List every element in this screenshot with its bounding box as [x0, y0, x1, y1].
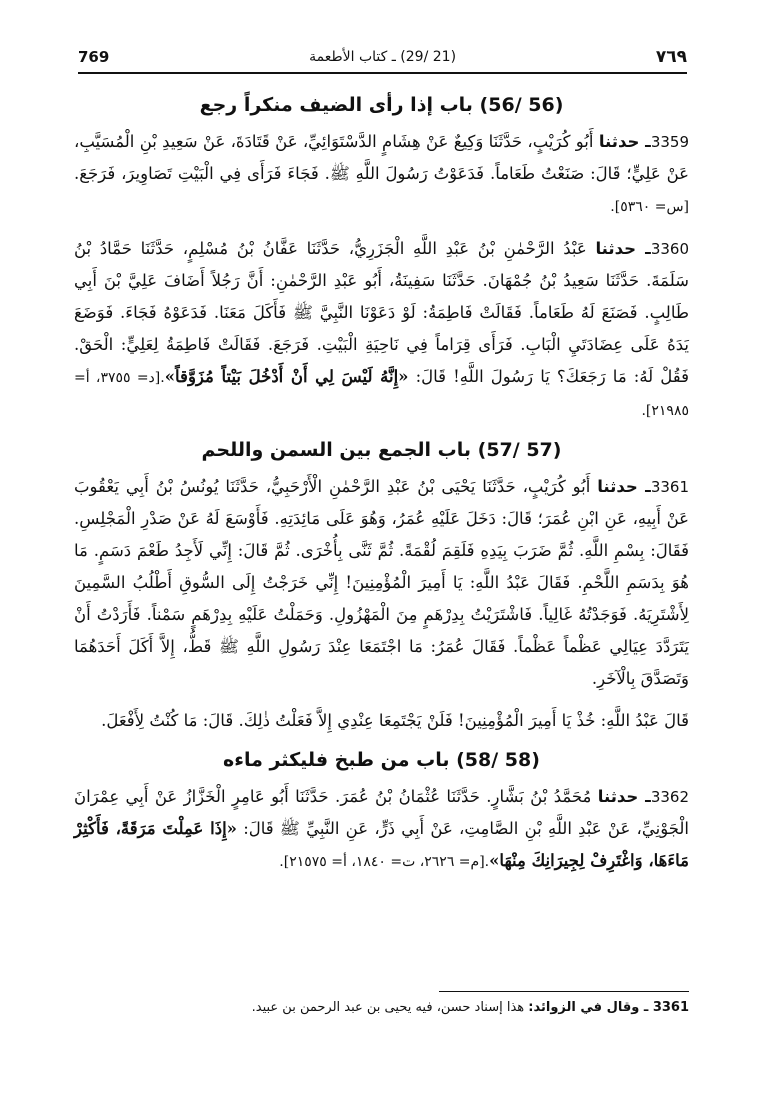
hadith-text: قَالَ عَبْدُ اللَّهِ: خُذْ يَا أَمِيرَ الْمُؤْمِنِينَ! فَلَنْ يَجْتَمِعَا عِنْدِي إِلاَّ فَعَلْتُ ذٰلِكَ. قَالَ: مَا كُنْتُ لِأَفْعَلَ. [101, 711, 689, 730]
footnote-text: هذا إسناد حسن، فيه يحيى بن عبد الرحمن بن عبيد. [251, 1000, 525, 1015]
prophetic-quote: «إِنَّهُ لَيْسَ لِي أَنْ أَدْخُلَ بَيْتاً مُزَوَّقاً» [164, 367, 409, 386]
hadith-reference: [س= ٥٣٦٠]. [610, 199, 689, 215]
hadith-text: أَبُو كُرَيْبٍ، حَدَّثَنَا وَكِيعٌ عَنْ هِشَامٍ الدَّسْتَوَائِيِّ، عَنْ قَتَادَةَ، عَنْ سَعِيدِ بْنِ الْمُسَيَّبِ، عَنْ عَلِيٍّ؛ قَالَ: صَنَعْتُ طَعَاماً. فَدَعَوْتُ رَسُولَ اللَّهِ ﷺ. فَجَاءَ فَرَأَى فِي الْبَيْتِ تَصَاوِيرَ، فَرَجَعَ. [74, 132, 689, 183]
hadith-text: أَبُو كُرَيْبٍ، حَدَّثَنَا يَحْيَى بْنُ عَبْدِ الرَّحْمٰنِ الْأَرْحَبِيُّ، حَدَّثَنَا يُونُسُ بْنُ أَبِي يَعْقُوبَ عَنْ أَبِيهِ، عَنِ ابْنِ عُمَرَ؛ قَالَ: دَخَلَ عَلَيْهِ عُمَرُ، وَهُوَ عَلَى مَائِدَتِهِ. فَأَوْسَعَ لَهُ عَنْ صَدْرِ الْمَجْلِسِ. فَقَالَ: بِسْمِ اللَّهِ. ثُمَّ ضَرَبَ بِيَدِهِ فَلَقِمَ لُقْمَةً. ثُمَّ ثَنَّى بِأُخْرَى. ثُمَّ قَالَ: إِنِّي لَأَجِدُ طَعْمَ دَسَمٍ. مَا هُوَ بِدَسَمِ اللَّحْمِ. فَقَالَ عَبْدُ اللَّهِ: يَا أَمِيرَ الْمُؤْمِنِينَ! إِنِّي خَرَجْتُ إِلَى السُّوقِ أَطْلُبُ السَّمِينَ لِأَشْتَرِيَهُ. فَوَجَدْتُهُ غَالِياً. فَاشْتَرَيْتُ بِدِرْهَمٍ مِنَ الْمَهْزُولِ. وَحَمَلْتُ عَلَيْهِ بِدِرْهَمٍ سَمْناً. فَأَرَدْتُ أَنْ يَتَرَدَّدَ عِيَالِي عَظْماً عَظْماً. فَقَالَ عُمَرُ: مَا اجْتَمَعَا عِنْدَ رَسُولِ اللَّهِ ﷺ قَطُّ، إِلاَّ أَكَلَ أَحَدَهُمَا وَتَصَدَّقَ بِالْآخَرِ. [74, 477, 689, 688]
hadith-number: 3362 [650, 788, 690, 806]
footnote [74, 1000, 689, 1015]
page-body [74, 92, 689, 888]
hadith-text: مُحَمَّدُ بْنُ بَشَّارٍ. حَدَّثَنَا عُثْمَانُ بْنُ عُمَرَ. حَدَّثَنَا أَبُو عَامِرٍ الْخَزَّازُ عَنْ أَبِي عِمْرَانَ الْجَوْنِيِّ، عَنْ عَبْدِ اللَّهِ بْنِ الصَّامِتِ، عَنْ أَبِي ذَرٍّ، عَنِ النَّبِيِّ ﷺ قَالَ: [74, 787, 689, 838]
footnote-divider [439, 991, 689, 992]
hadith-continuation [74, 705, 689, 737]
hadith-paragraph [74, 471, 689, 695]
haddathana-label: ـ حدثنا [598, 132, 651, 151]
chapter-heading: (58 /58) باب من طبخ فليكثر ماءه [223, 749, 540, 771]
hadith-text: عَبْدُ الرَّحْمٰنِ بْنُ عَبْدِ اللَّهِ الْجَزَرِيُّ، حَدَّثَنَا عَفَّانُ بْنُ مُسْلِمٍ، حَدَّثَنَا حَمَّادُ بْنُ سَلَمَةَ. حَدَّثَنَا سَعِيدُ بْنُ جُمْهَانَ. حَدَّثَنَا سَفِينَةُ، أَبُو عَبْدِ الرَّحْمٰنِ: أَنَّ رَجُلاً أَضَافَ عَلِيَّ بْنَ أَبِي طَالِبٍ. فَصَنَعَ لَهُ طَعَاماً. فَقَالَتْ فَاطِمَةُ: لَوْ دَعَوْنَا النَّبِيَّ ﷺ فَأَكَلَ مَعَنَا. فَدَعَوْهُ فَجَاءَ. فَوَضَعَ يَدَهُ عَلَى عِضَادَتَيِ الْبَابِ. فَرَأَى قِرَاماً فِي نَاحِيَةِ الْبَيْتِ. فَرَجَعَ. فَقَالَتْ فَاطِمَةُ لِعَلِيٍّ: الْحَقْ. فَقُلْ لَهُ: مَا رَجَعَكَ؟ يَا رَسُولَ اللَّهِ! قَالَ: [74, 239, 690, 386]
page-header [78, 42, 687, 74]
hadith-number: 3361 [650, 478, 690, 496]
page-number-arabic: ٧٦٩ [655, 47, 687, 67]
hadith-paragraph [74, 233, 689, 427]
footnote-label: 3361 ـ وقال في الزوائد: [528, 1000, 689, 1015]
hadith-paragraph [74, 781, 689, 878]
haddathana-label: ـ حدثنا [597, 787, 651, 806]
chapter-heading: (57 /57) باب الجمع بين السمن واللحم [201, 439, 562, 461]
page-number-latin: 769 [78, 48, 110, 66]
hadith-number: 3359 [650, 133, 690, 151]
haddathana-label: ـ حدثنا [595, 239, 651, 258]
hadith-number: 3360 [650, 240, 690, 258]
running-title: (21 /29) ـ كتاب الأطعمة [309, 49, 457, 65]
hadith-reference: .[م= ٢٦٢٦، ت= ١٨٤٠، أ= ٢١٥٧٥]. [279, 854, 490, 870]
hadith-reference: .[د= ٣٧٥٥، أ= ٢١٩٨٥]. [74, 370, 689, 419]
haddathana-label: ـ حدثنا [597, 477, 651, 496]
chapter-heading: (56 /56) باب إذا رأى الضيف منكراً رجع [199, 94, 564, 116]
hadith-paragraph [74, 126, 689, 223]
prophetic-quote: «إِذَا عَمِلْتَ مَرَقَةً، فَأَكْثِرْ مَاءَهَا، وَاغْتَرِفْ لِجِيرَانِكَ مِنْهَا» [74, 819, 689, 870]
